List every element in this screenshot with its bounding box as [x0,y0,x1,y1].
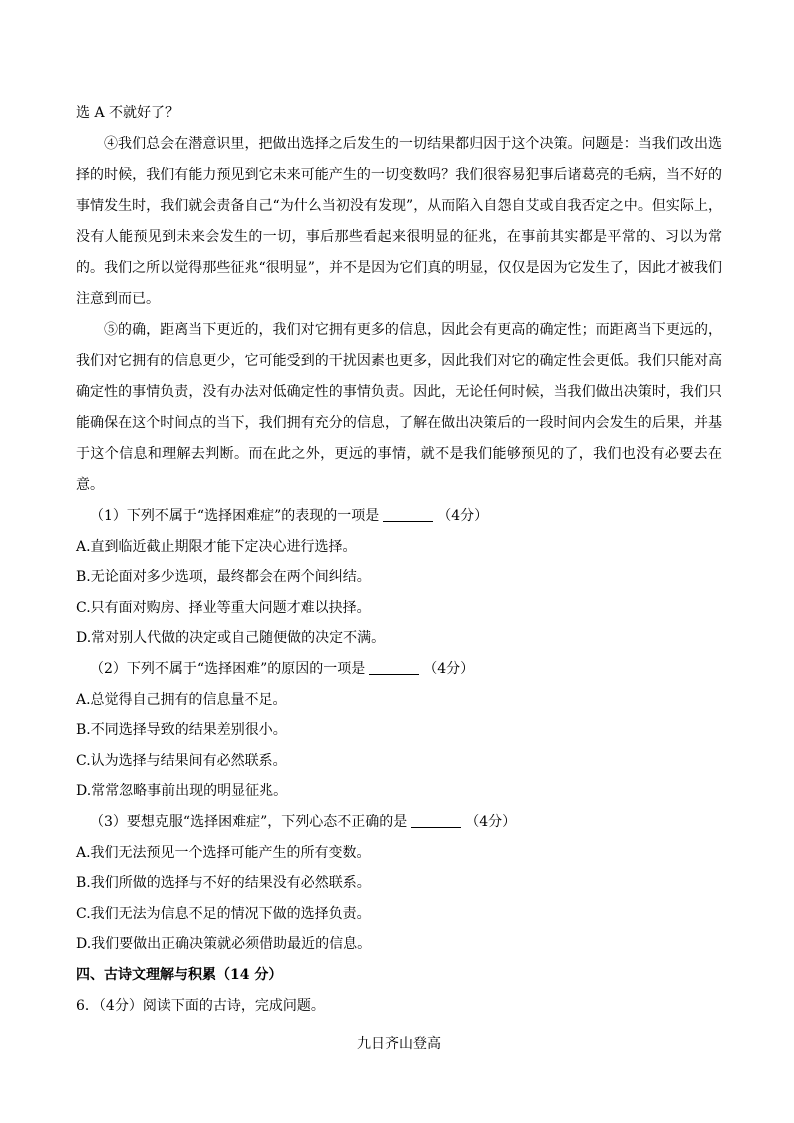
question-text: （3）要想克服“选择困难症”，下列心态不正确的是 [90,813,408,830]
answer-blank[interactable] [369,659,419,675]
passage-paragraph-5: ⑤的确，距离当下更近的，我们对它拥有更多的信息，因此会有更高的确定性；而距离当下更远的，我们对它拥有的信息更少，它可能受到的干扰因素也更多，因此我们对它的确定性会更低。我们只能对高确定性的事情负责，没有办法对低确定性的事情负责。因此，无论任何时候，当我们做出决策时，我们只能确保在这个时间点的当下，我们拥有充分的信息，了解在做出决策后的一段时间内会发生的后果，并基于这个信息和理解去判断。而在此之外，更远的事情，就不是我们能够预见的了，我们也没有必要去在意。 [76,322,722,493]
question-stem [76,654,722,685]
question-2 [76,654,722,807]
option-b: B.无论面对多少选项，最终都会在两个间纠结。 [76,569,371,586]
option-d: D.我们要做出正确决策就必须借助最近的信息。 [76,936,372,953]
option-c: C.认为选择与结果间有必然联系。 [76,752,287,769]
page-content [76,98,722,1060]
option-d: D.常对别人代做的决定或自己随便做的决定不满。 [76,630,386,647]
option-d: D.常常忽略事前出现的明显征兆。 [76,783,288,800]
question-text: （2）下列不属于“选择困难”的原因的一项是 [90,660,366,677]
question-score: （4分） [465,813,517,830]
question-stem [76,807,722,838]
question-3 [76,807,722,960]
option-a: A.总觉得自己拥有的信息量不足。 [76,691,287,708]
question-6-prompt: 6．（4分）阅读下面的古诗，完成问题。 [76,997,325,1014]
section-heading: 四、古诗文理解与积累（14 分） [76,966,283,983]
option-c: C.只有面对购房、择业等重大问题才难以抉择。 [76,599,371,616]
option-b: B.我们所做的选择与不好的结果没有必然联系。 [76,875,371,892]
question-score: （4分） [423,660,475,677]
option-b: B.不同选择导致的结果差别很小。 [76,722,287,739]
option-a: A.直到临近截止期限才能下定决心进行选择。 [76,538,357,555]
question-stem [76,501,722,532]
poem-title: 九日齐山登高 [357,1036,441,1053]
question-score: （4分） [437,508,489,524]
option-c: C.我们无法为信息不足的情况下做的选择负责。 [76,905,371,922]
question-text: （1）下列不属于“选择困难症”的表现的一项是 [90,508,380,524]
passage-continuation: 选 A 不就好了？ [76,105,180,121]
option-a: A.我们无法预见一个选择可能产生的所有变数。 [76,844,371,861]
question-1 [76,501,722,654]
passage-paragraph-4: ④我们总会在潜意识里，把做出选择之后发生的一切结果都归因于这个决策。问题是：当我们改出选择的时候，我们有能力预见到它未来可能产生的一切变数吗？我们很容易犯事后诸葛亮的毛病，当不好的事情发生时，我们就会责备自己“为什么当初没有发现”，从而陷入自怨自艾或自我否定之中。但实际上，没有人能预见到未来会发生的一切，事后那些看起来很明显的征兆，在事前其实都是平常的、习以为常的。我们之所以觉得那些征兆“很明显”，并不是因为它们真的明显，仅仅是因为它发生了，因此才被我们注意到而已。 [76,136,722,307]
answer-blank[interactable] [411,812,461,828]
answer-blank[interactable] [383,506,433,522]
